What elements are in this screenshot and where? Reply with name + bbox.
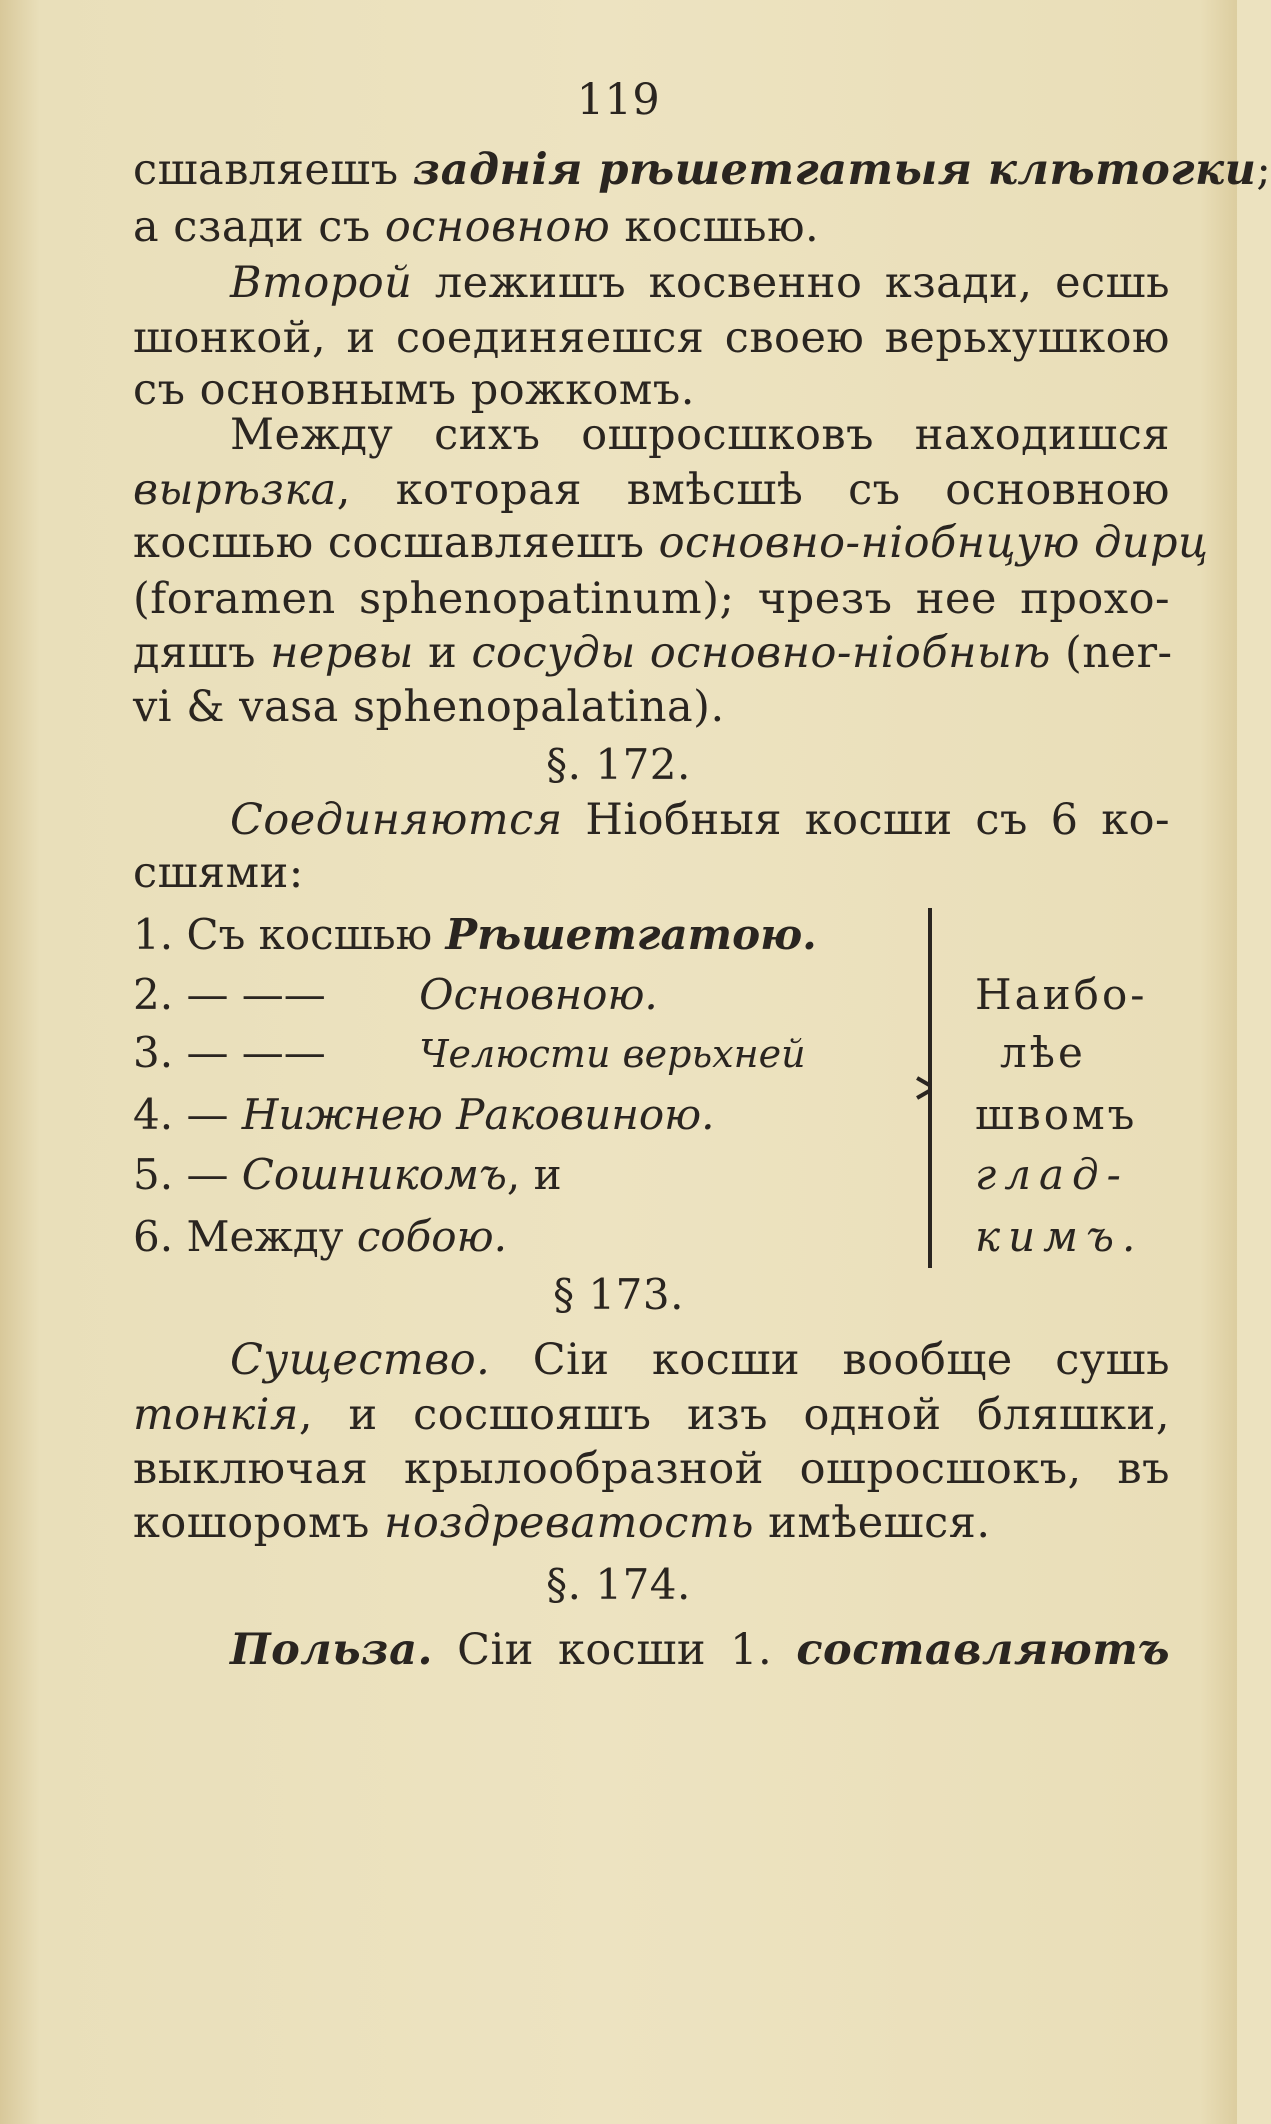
- section-heading: § 173.: [553, 1270, 684, 1319]
- text-line: Соединяются Ніобныя косши съ 6 ко-: [230, 795, 1170, 845]
- text-line: дяшъ нервы и сосуды основно-ніобныѣ (ner-: [133, 628, 1173, 678]
- text-line: Польза. Сіи косши 1. составляютъ: [230, 1625, 1170, 1675]
- page-number: 119: [576, 75, 661, 125]
- side-note-line: кимъ.: [975, 1212, 1144, 1261]
- section-heading: §. 172.: [546, 740, 691, 789]
- text-line: Второй лежишъ косвенно кзади, есшь: [230, 258, 1170, 308]
- text-line: а сзади съ основною косшью.: [133, 202, 820, 252]
- text-line: Существо. Сіи косши вообще сушь: [230, 1335, 1170, 1385]
- text-line: тонкія, и сосшояшъ изъ одной бляшки,: [133, 1390, 1170, 1440]
- list-item: 5. — Сошникомъ, и: [133, 1150, 562, 1199]
- side-note-line: глад-: [975, 1150, 1129, 1199]
- side-note-line: Наибо-: [975, 970, 1148, 1019]
- text-line: косшью сосшавляешъ основно-ніобнцую дирц: [133, 518, 1209, 568]
- section-heading: §. 174.: [546, 1560, 691, 1609]
- text-line: Между сихъ ошросшковъ находишся: [230, 410, 1170, 460]
- list-item: 3. — —— Челюсти верьхней: [133, 1028, 806, 1077]
- side-note-line: лѣе: [1000, 1028, 1086, 1077]
- text-line: сшями:: [133, 848, 304, 898]
- text-line: съ основнымъ рожкомъ.: [133, 365, 695, 415]
- text-line: vi & vasa sphenopalatina).: [133, 682, 725, 732]
- list-item: 6. Между собою.: [133, 1212, 507, 1261]
- list-item: 1. Съ косшью Рѣшетгатою.: [133, 910, 817, 959]
- text-line: шонкой, и соединяешся своею верьхушкою: [133, 313, 1170, 363]
- list-item: 4. — Нижнею Раковиною.: [133, 1090, 715, 1139]
- list-item: 2. — —— Основною.: [133, 970, 658, 1019]
- text-line: кошоромъ ноздреватость имѣешся.: [133, 1498, 991, 1548]
- text-line: сшавляешъ заднія рѣшетгатыя клѣтогки;: [133, 145, 1271, 195]
- text-line: (foramen sphenopatinum); чрезъ нее прохо-: [133, 574, 1170, 624]
- side-note-line: швомъ: [975, 1090, 1138, 1139]
- curly-brace: [928, 908, 946, 1268]
- text-line: вырѣзка, которая вмѣсшѣ съ основною: [133, 465, 1170, 515]
- text-line: выключая крылообразной ошросшокъ, въ: [133, 1444, 1170, 1494]
